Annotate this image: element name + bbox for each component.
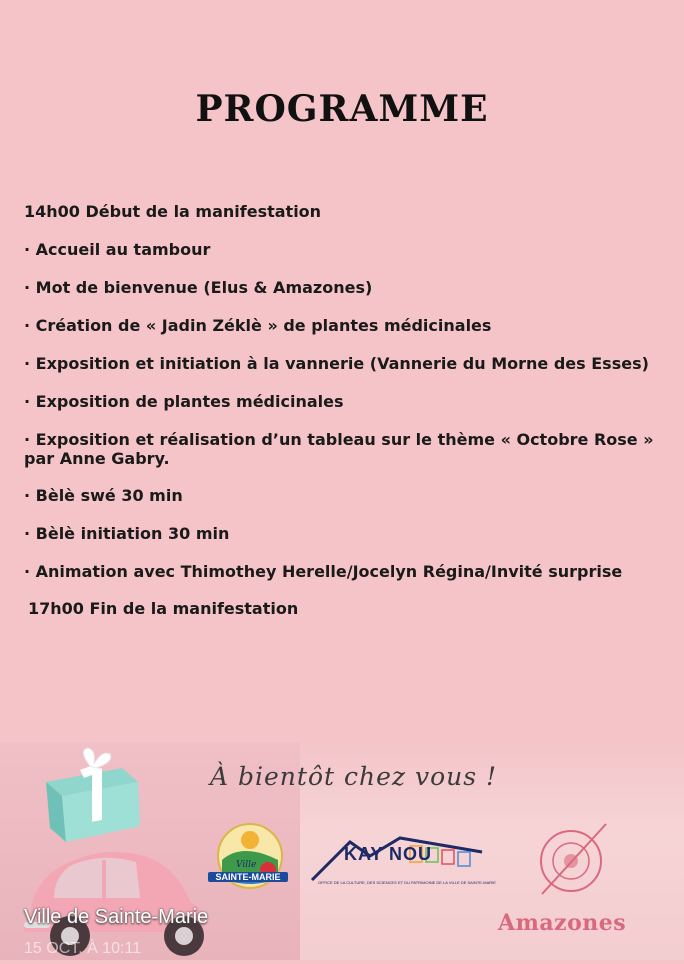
program-start: 14h00 Début de la manifestation <box>24 202 322 221</box>
program-item: · Exposition et initiation à la vannerie (Vannerie du Morne des Esses) <box>24 354 649 373</box>
program-item: · Exposition et réalisation d’un tableau sur le thème « Octobre Rose » par Anne Gabry. <box>24 430 654 468</box>
program-item: · Exposition de plantes médicinales <box>24 392 344 411</box>
program-item: · Bèlè initiation 30 min <box>24 524 230 543</box>
amazones-logo-icon <box>530 820 612 902</box>
footer <box>0 742 684 960</box>
program-item: · Mot de bienvenue (Elus & Amazones) <box>24 278 373 297</box>
program-item: · Accueil au tambour <box>24 240 211 259</box>
program-end: 17h00 Fin de la manifestation <box>28 599 299 618</box>
caption-title: Ville de Sainte-Marie <box>24 906 209 928</box>
page-title: PROGRAMME <box>195 88 489 130</box>
program-item: · Création de « Jadin Zéklè » de plantes médicinales <box>24 316 492 335</box>
caption-timestamp: 15 OCT. À 10:11 <box>24 940 142 957</box>
program-item: · Bèlè swé 30 min <box>24 486 183 505</box>
program-item: · Animation avec Thimothey Herelle/Jocelyn Régina/Invité surprise <box>24 562 623 581</box>
kaynou-sublabel: OFFICE DE LA CULTURE, DES SCIENCES ET DU PATRIMOINE DE LA VILLE DE SAINTE-MARIE <box>318 880 496 885</box>
ville-label: Ville <box>236 860 257 870</box>
sainte-marie-label: SAINTE-MARIE <box>208 872 288 882</box>
sainte-marie-logo-icon <box>212 820 288 896</box>
amazones-label: Amazones <box>498 910 627 936</box>
kaynou-label: KAY NOU <box>344 844 433 864</box>
tagline: À bientôt chez vous ! <box>210 762 498 791</box>
